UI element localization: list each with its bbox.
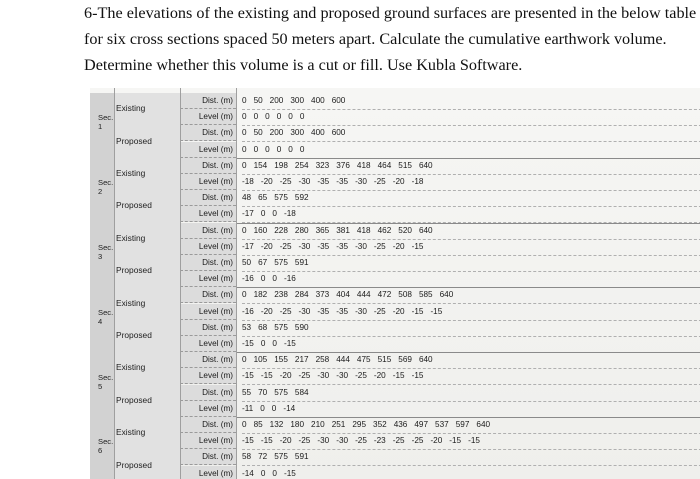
table-cell-value: 105 <box>253 355 268 365</box>
section-name: Sec. 4 <box>98 307 114 326</box>
table-cell-value: 132 <box>269 420 284 429</box>
table-cell-value: 575 <box>274 193 288 203</box>
table-cell-value: 0 <box>299 144 305 154</box>
table-cell-value: 72 <box>258 452 268 462</box>
table-cell-value: 0 <box>288 144 293 154</box>
section-name: Sec. 3 <box>98 242 114 261</box>
table-cell-value: -16 <box>283 274 296 284</box>
table-cell-value: 48 <box>242 193 252 203</box>
table-cell-value: 160 <box>253 225 268 235</box>
table-cell-value: 352 <box>373 420 387 429</box>
table-cell-value: 640 <box>418 355 433 365</box>
table-cell-value: 228 <box>274 225 288 235</box>
table-cell-value: 404 <box>336 290 350 300</box>
table-cell-value: 515 <box>377 355 392 365</box>
table-cell-value: -30 <box>355 177 367 186</box>
table-cell-value: -35 <box>336 306 349 316</box>
section-name: Sec. 5 <box>98 372 114 391</box>
table-cell-value: 0 <box>242 112 247 122</box>
level-values <box>242 271 700 288</box>
dist-values <box>242 158 700 175</box>
column-rule <box>180 88 181 479</box>
column-rule <box>236 88 237 479</box>
table-cell-value: 0 <box>260 403 265 413</box>
dist-values <box>242 255 700 272</box>
table-cell-value: 0 <box>299 112 305 122</box>
existing-label: Existing <box>116 103 146 114</box>
table-cell-value: -35 <box>336 241 349 251</box>
table-cell-value: 182 <box>253 290 268 300</box>
table-cell-value: 50 <box>242 258 252 267</box>
table-cell-value: 418 <box>356 160 371 170</box>
table-cell-value: 50 <box>253 96 263 105</box>
existing-type-cell <box>114 287 180 320</box>
table-cell-value: 575 <box>274 258 288 267</box>
proposed-label: Proposed <box>116 135 152 146</box>
existing-type-cell <box>114 93 180 126</box>
dist-values <box>242 320 700 337</box>
column-rule <box>114 88 115 479</box>
table-cell-value: 640 <box>418 160 433 170</box>
dist-label: Dist. (m) <box>180 417 236 433</box>
table-cell-value: 0 <box>260 209 266 219</box>
table-cell-value: -25 <box>373 306 386 316</box>
table-cell-value: -15 <box>283 339 296 348</box>
table-cell-value: -25 <box>355 371 367 381</box>
table-cell-value: 0 <box>242 96 247 105</box>
table-cell-value: -35 <box>317 177 330 186</box>
table-cell-value: -35 <box>317 241 330 251</box>
dist-values <box>242 190 700 207</box>
table-cell-value: -15 <box>449 436 462 446</box>
table-cell-value: -30 <box>298 306 311 316</box>
question-line-2: for six cross sections spaced 50 meters apart. Calculate the cumulative earthwork volume. <box>84 30 667 48</box>
table-cell-value: -20 <box>430 436 443 446</box>
table-cell-value: 0 <box>253 112 259 122</box>
table-cell-value: 373 <box>315 290 330 300</box>
table-cell-value: 462 <box>377 225 392 235</box>
level-label: Level (m) <box>180 109 236 125</box>
level-values <box>242 109 700 126</box>
table-cell-value: -15 <box>411 241 424 251</box>
level-values <box>242 433 700 450</box>
table-cell-value: -30 <box>298 177 311 186</box>
level-label: Level (m) <box>180 433 236 449</box>
table-cell-value: -25 <box>411 436 424 446</box>
level-label: Level (m) <box>180 271 236 287</box>
dist-label: Dist. (m) <box>180 223 236 239</box>
table-cell-value: 210 <box>311 420 325 429</box>
table-cell-value: -25 <box>373 177 386 186</box>
table-cell-value: 67 <box>258 258 268 267</box>
section-name: Sec. 1 <box>98 113 114 132</box>
table-cell-value: -20 <box>392 177 405 186</box>
table-cell-value: -20 <box>392 241 405 251</box>
table-cell-value: -15 <box>242 339 254 348</box>
table-cell-value: 53 <box>242 322 252 332</box>
table-cell-value: -25 <box>298 371 311 381</box>
table-cell-value: -16 <box>242 306 254 316</box>
table-cell-value: -18 <box>411 177 424 186</box>
table-cell-value: 640 <box>439 290 454 300</box>
table-cell-value: 68 <box>258 322 268 332</box>
table-cell-value: 584 <box>294 387 309 397</box>
existing-type-cell <box>114 223 180 256</box>
table-cell-value: -15 <box>283 468 296 478</box>
table-cell-value: 0 <box>265 112 270 122</box>
table-cell-value: -25 <box>392 436 405 446</box>
level-label: Level (m) <box>180 336 236 352</box>
table-cell-value: -16 <box>242 274 254 284</box>
level-values <box>242 142 700 159</box>
table-cell-value: 0 <box>253 144 259 154</box>
table-cell-value: 200 <box>269 96 284 105</box>
section-label-cell <box>90 158 114 223</box>
table-cell-value: 0 <box>260 339 266 348</box>
table-cell-value: 300 <box>290 128 305 138</box>
table-cell-value: 640 <box>476 420 491 429</box>
table-cell-value: 376 <box>336 160 350 170</box>
table-cell-value: 254 <box>294 160 309 170</box>
level-label: Level (m) <box>180 304 236 320</box>
table-cell-value: 585 <box>418 290 433 300</box>
table-cell-value: 85 <box>253 420 263 429</box>
table-cell-value: -30 <box>298 241 311 251</box>
table-cell-value: -20 <box>279 436 292 446</box>
table-cell-value: 251 <box>331 420 346 429</box>
level-values <box>242 466 700 479</box>
table-cell-value: 284 <box>294 290 309 300</box>
table-cell-value: 575 <box>274 387 288 397</box>
table-cell-value: 475 <box>356 355 371 365</box>
dist-label: Dist. (m) <box>180 385 236 401</box>
dist-values <box>242 93 700 110</box>
dist-values <box>242 449 700 466</box>
table-cell-value: 0 <box>260 274 266 284</box>
table-cell-value: 591 <box>294 452 309 462</box>
table-cell-value: 590 <box>294 322 309 332</box>
level-values <box>242 304 700 321</box>
level-label: Level (m) <box>180 142 236 158</box>
dist-label: Dist. (m) <box>180 287 236 303</box>
table-cell-value: 497 <box>414 420 429 429</box>
proposed-label: Proposed <box>116 459 152 470</box>
existing-type-cell <box>114 158 180 191</box>
table-cell-value: 258 <box>315 355 330 365</box>
table-cell-value: 575 <box>274 452 288 462</box>
table-cell-value: -18 <box>283 209 296 219</box>
table-cell-value: 154 <box>253 160 268 170</box>
table-cell-value: -20 <box>392 306 405 316</box>
proposed-type-cell <box>114 449 180 479</box>
table-cell-value: -25 <box>279 177 292 186</box>
table-cell-value: 0 <box>242 420 247 429</box>
table-cell-value: -15 <box>411 306 424 316</box>
section-label-cell <box>90 93 114 158</box>
level-label: Level (m) <box>180 239 236 255</box>
table-cell-value: -30 <box>336 436 349 446</box>
table-cell-value: 400 <box>311 96 325 105</box>
table-cell-value: 0 <box>272 274 277 284</box>
table-cell-value: 0 <box>265 144 270 154</box>
table-cell-value: 238 <box>274 290 288 300</box>
table-cell-value: 0 <box>272 209 277 219</box>
section-label-cell <box>90 417 114 479</box>
table-cell-value: 0 <box>288 112 293 122</box>
table-cell-value: -20 <box>279 371 292 381</box>
table-cell-value: -35 <box>317 306 330 316</box>
table-cell-value: 400 <box>311 128 325 138</box>
table-cell-value: -30 <box>355 306 367 316</box>
table-cell-value: 418 <box>356 225 371 235</box>
table-cell-value: -30 <box>336 371 349 381</box>
table-cell-value: 508 <box>398 290 412 300</box>
table-cell-value: 365 <box>315 225 330 235</box>
table-cell-value: 591 <box>294 258 309 267</box>
dist-label: Dist. (m) <box>180 255 236 271</box>
table-cell-value: 0 <box>242 128 247 138</box>
table-cell-value: 50 <box>253 128 263 138</box>
level-label: Level (m) <box>180 368 236 384</box>
existing-label: Existing <box>116 362 146 373</box>
table-cell-value: -25 <box>373 241 386 251</box>
table-cell-value: -15 <box>468 436 480 446</box>
table-cell-value: 0 <box>242 225 247 235</box>
table-cell-value: 323 <box>315 160 330 170</box>
table-cell-value: 569 <box>398 355 412 365</box>
table-cell-value: 55 <box>242 387 252 397</box>
proposed-type-cell <box>114 320 180 353</box>
table-cell-value: -17 <box>242 209 254 219</box>
level-label: Level (m) <box>180 206 236 222</box>
table-cell-value: 464 <box>377 160 392 170</box>
proposed-type-cell <box>114 385 180 418</box>
section-label-cell <box>90 352 114 417</box>
table-cell-value: -11 <box>242 403 254 413</box>
level-values <box>242 401 700 418</box>
table-cell-value: 58 <box>242 452 252 462</box>
table-cell-value: -17 <box>242 241 254 251</box>
table-cell-value: 436 <box>393 420 408 429</box>
dist-values <box>242 223 700 240</box>
table-cell-value: 537 <box>435 420 449 429</box>
table-cell-value: -25 <box>279 306 292 316</box>
table-cell-value: 515 <box>398 160 412 170</box>
table-cell-value: 0 <box>272 339 277 348</box>
table-cell-value: 0 <box>242 355 247 365</box>
section-label-cell <box>90 287 114 352</box>
table-cell-value: 0 <box>242 290 247 300</box>
table-cell-value: 180 <box>290 420 305 429</box>
table-cell-value: -30 <box>317 371 330 381</box>
dist-values <box>242 287 700 304</box>
level-values <box>242 239 700 256</box>
table-cell-value: 520 <box>398 225 412 235</box>
proposed-label: Proposed <box>116 394 152 405</box>
level-values <box>242 174 700 191</box>
proposed-type-cell <box>114 190 180 223</box>
existing-type-cell <box>114 417 180 450</box>
question-line-3: Determine whether this volume is a cut or fill. Use Kubla Software. <box>84 56 523 74</box>
table-cell-value: -20 <box>260 177 273 186</box>
table-cell-value: 640 <box>418 225 433 235</box>
question-line-1: 6-The elevations of the existing and proposed ground surfaces are presented in the below table <box>84 4 697 22</box>
table-cell-value: 575 <box>274 322 288 332</box>
table-cell-value: 472 <box>377 290 392 300</box>
table-cell-value: -18 <box>242 177 254 186</box>
existing-type-cell <box>114 352 180 385</box>
table-cell-value: 600 <box>331 128 346 138</box>
dist-label: Dist. (m) <box>180 190 236 206</box>
table-cell-value: -25 <box>298 436 311 446</box>
level-values <box>242 368 700 385</box>
table-cell-value: -20 <box>373 371 386 381</box>
table-cell-value: 597 <box>455 420 470 429</box>
level-values <box>242 336 700 353</box>
table-cell-value: 0 <box>242 144 247 154</box>
dist-values <box>242 385 700 402</box>
table-cell-value: -20 <box>260 241 273 251</box>
level-label: Level (m) <box>180 466 236 479</box>
level-label: Level (m) <box>180 401 236 417</box>
table-cell-value: -25 <box>355 436 367 446</box>
dist-label: Dist. (m) <box>180 125 236 141</box>
table-cell-value: -30 <box>355 241 367 251</box>
existing-label: Existing <box>116 427 146 438</box>
table-cell-value: 0 <box>271 403 277 413</box>
table-cell-value: 155 <box>274 355 288 365</box>
table-cell-value: -15 <box>260 371 273 381</box>
table-cell-value: -15 <box>392 371 405 381</box>
dist-label: Dist. (m) <box>180 93 236 109</box>
table-cell-value: 217 <box>294 355 309 365</box>
table-cell-value: -35 <box>336 177 349 186</box>
proposed-label: Proposed <box>116 265 152 276</box>
dist-values <box>242 352 700 369</box>
table-cell-value: 444 <box>356 290 371 300</box>
table-cell-value: -30 <box>317 436 330 446</box>
dist-label: Dist. (m) <box>180 352 236 368</box>
table-cell-value: 592 <box>294 193 309 203</box>
table-cell-value: 600 <box>331 96 346 105</box>
dist-label: Dist. (m) <box>180 158 236 174</box>
table-cell-value: -23 <box>373 436 386 446</box>
proposed-label: Proposed <box>116 200 152 211</box>
proposed-label: Proposed <box>116 329 152 340</box>
proposed-type-cell <box>114 255 180 288</box>
table-cell-value: 295 <box>352 420 367 429</box>
table-cell-value: -15 <box>260 436 273 446</box>
table-cell-value: 65 <box>258 193 268 203</box>
table-cell-value: 444 <box>336 355 350 365</box>
existing-label: Existing <box>116 297 146 308</box>
table-cell-value: 198 <box>274 160 288 170</box>
section-label-cell <box>90 223 114 288</box>
table-cell-value: 70 <box>258 387 268 397</box>
table-cell-value: -15 <box>242 371 254 381</box>
table-cell-value: -14 <box>242 468 254 478</box>
table-cell-value: -15 <box>430 306 443 316</box>
table-cell-value: -15 <box>242 436 254 446</box>
table-cell-value: 0 <box>276 112 282 122</box>
question-text <box>84 0 697 78</box>
table-cell-value: -15 <box>411 371 424 381</box>
table-cell-value: 0 <box>242 160 247 170</box>
level-values <box>242 206 700 223</box>
dist-label: Dist. (m) <box>180 449 236 465</box>
table-cell-value: 381 <box>336 225 350 235</box>
section-name: Sec. 2 <box>98 178 114 197</box>
table-cell-value: -20 <box>260 306 273 316</box>
dist-values <box>242 417 700 434</box>
proposed-type-cell <box>114 125 180 158</box>
dist-label: Dist. (m) <box>180 320 236 336</box>
table-cell-value: 200 <box>269 128 284 138</box>
existing-label: Existing <box>116 232 146 243</box>
level-label: Level (m) <box>180 174 236 190</box>
table-cell-value: 300 <box>290 96 305 105</box>
table-cell-value: -25 <box>279 241 292 251</box>
table-cell-value: 0 <box>260 468 266 478</box>
table-cell-value: 0 <box>272 468 277 478</box>
table-cell-value: 0 <box>276 144 282 154</box>
section-name: Sec. 6 <box>98 437 114 456</box>
existing-label: Existing <box>116 167 146 178</box>
table-cell-value: -14 <box>283 403 296 413</box>
dist-values <box>242 125 700 142</box>
table-cell-value: 280 <box>294 225 309 235</box>
elevation-table <box>90 88 700 479</box>
